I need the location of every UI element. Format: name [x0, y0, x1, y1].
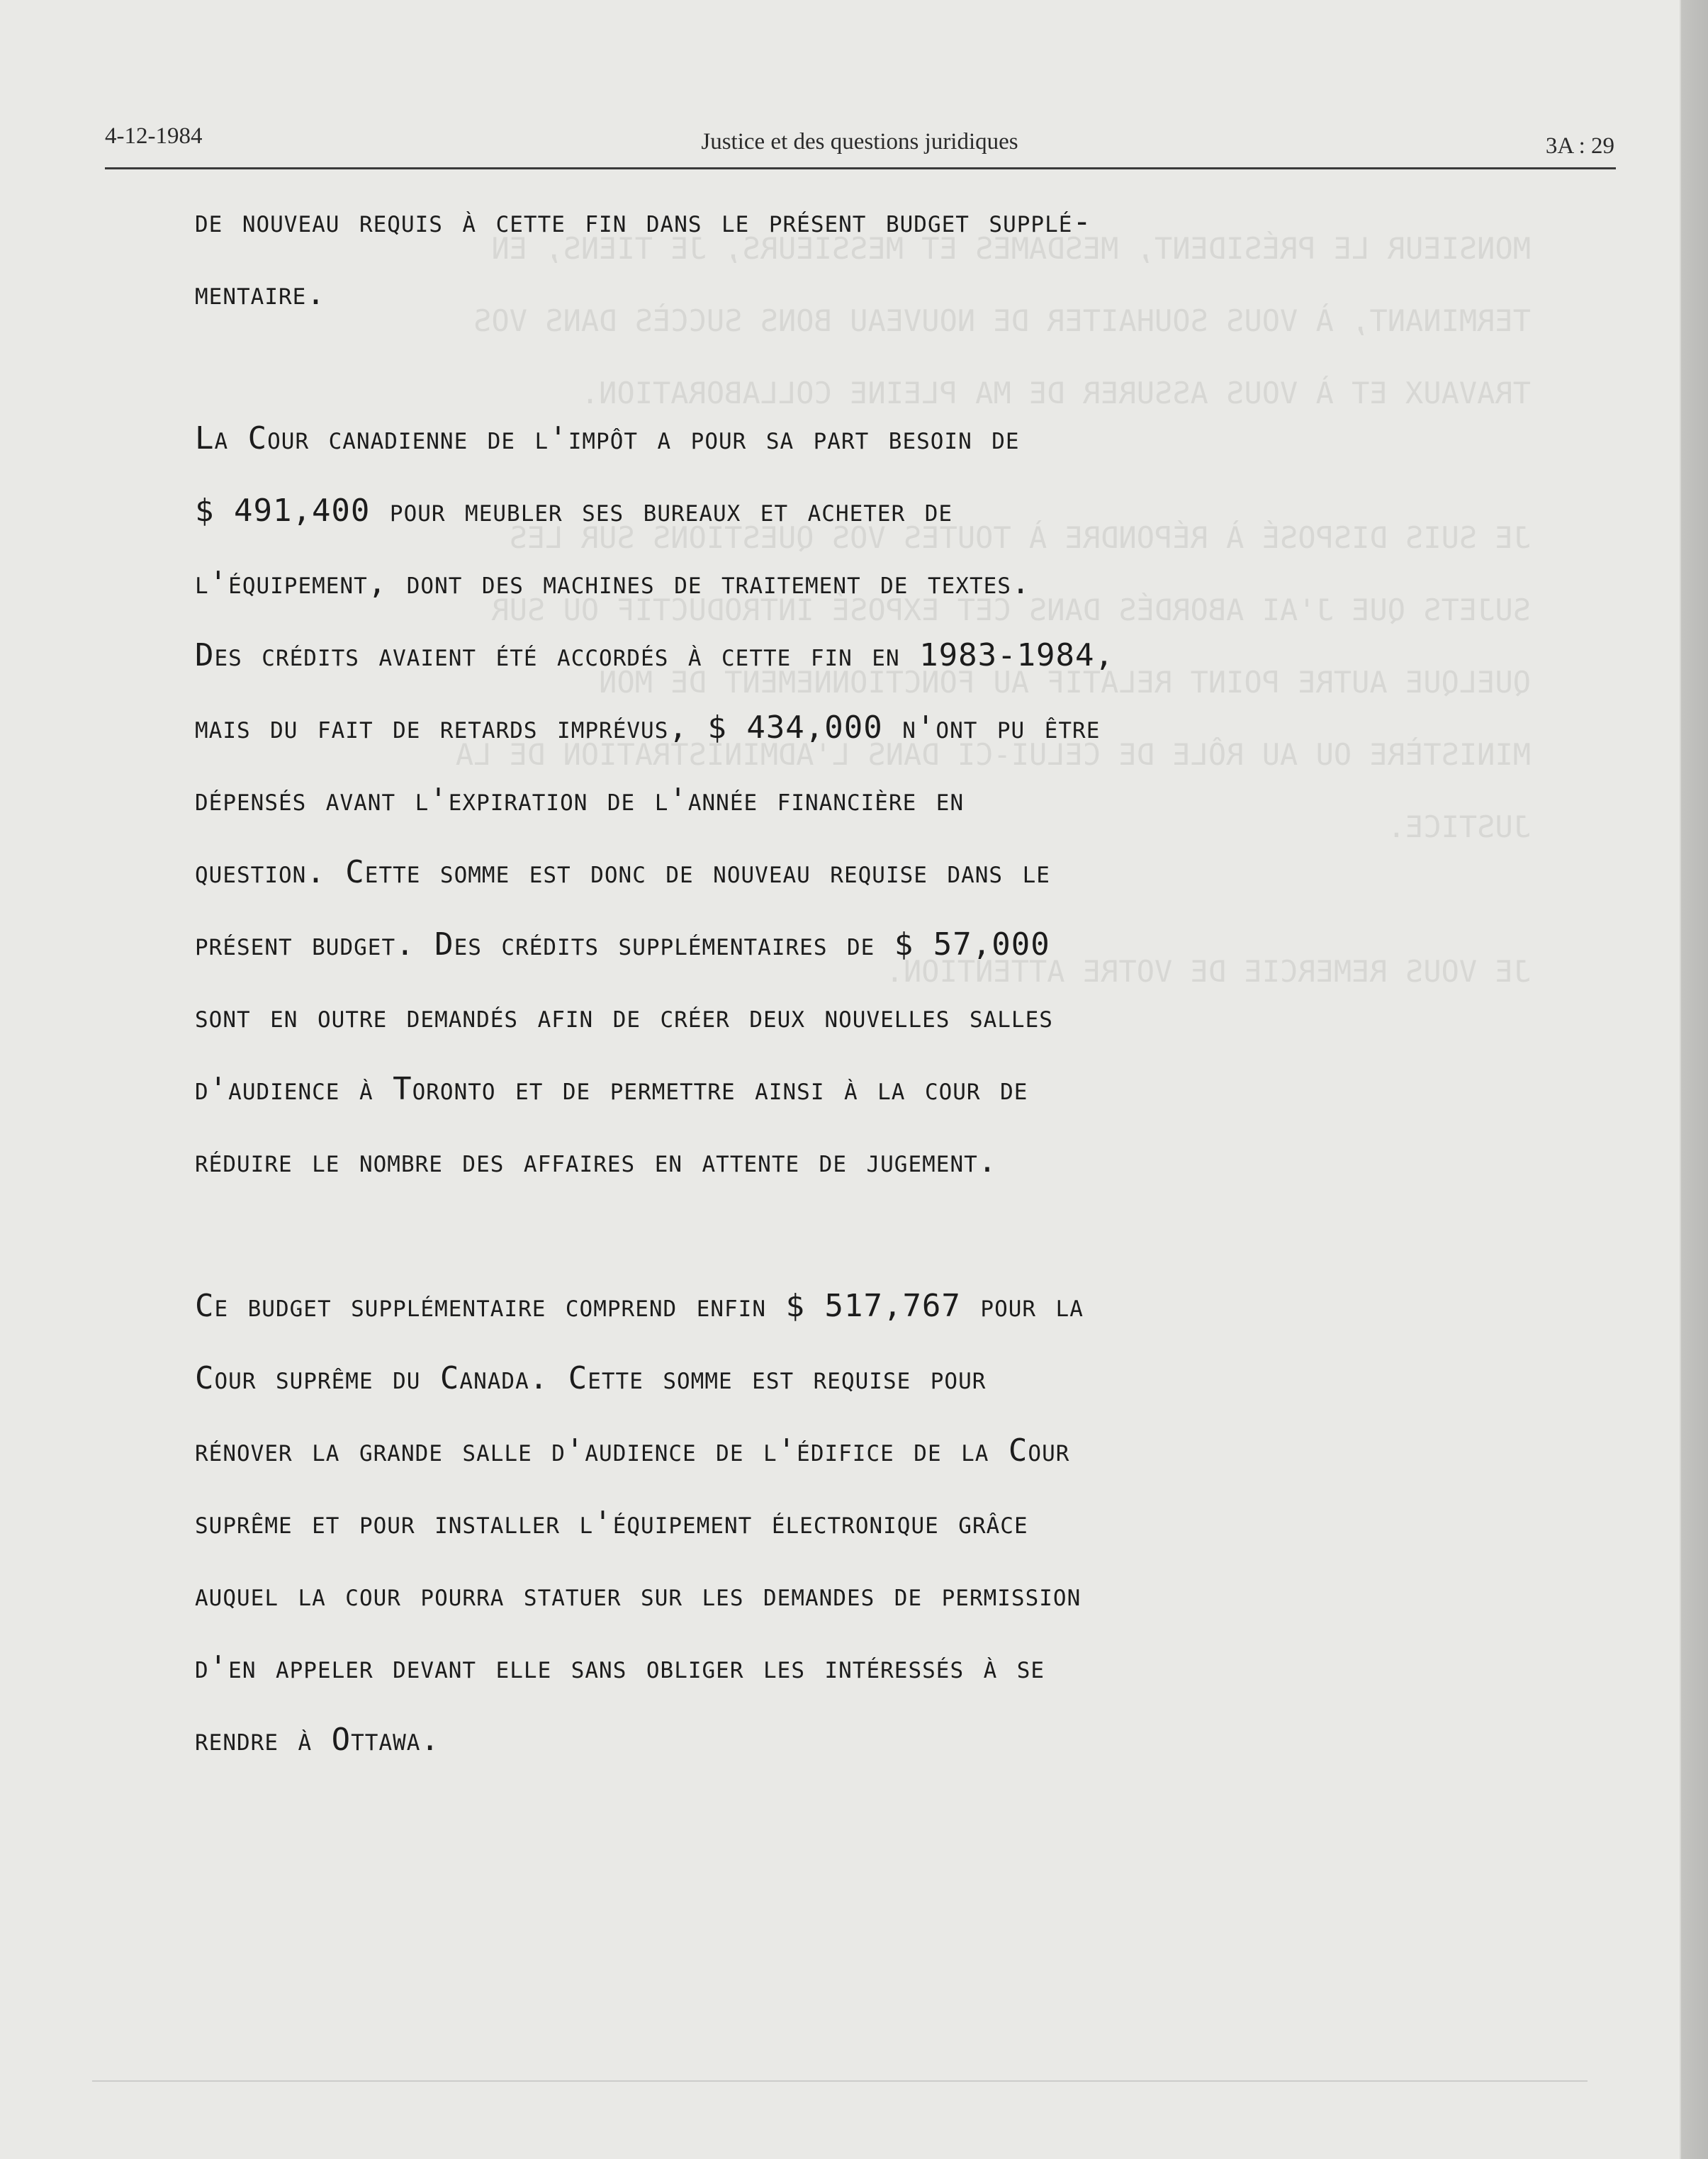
paragraph [195, 403, 1584, 1198]
text-line: d'en appeler devant elle sans obliger les intéressés à se [195, 1649, 1045, 1686]
text-line: Des crédits avaient été accordés à cette fin en 1983-1984, [195, 637, 1115, 673]
text-line: réduire le nombre des affaires en attente de jugement. [195, 1143, 998, 1179]
text-line: Ce budget supplémentaire comprend enfin $ 517,767 pour la [195, 1288, 1084, 1324]
scan-edge [1681, 0, 1708, 2159]
text-line: auquel la cour pourra statuer sur les demandes de permission [195, 1577, 1081, 1613]
text-line: dépensés avant l'expiration de l'année financière en [195, 782, 965, 818]
page-header [105, 120, 1614, 170]
text-line: rendre à Ottawa. [195, 1722, 440, 1758]
text-line: de nouveau requis à cette fin dans le présent budget supplé- [195, 203, 1092, 240]
text-line: rénover la grande salle d'audience de l'édifice de la Cour [195, 1432, 1070, 1469]
text-line: l'équipement, dont des machines de traitement de textes. [195, 565, 1031, 601]
text-line: $ 491,400 pour meubler ses bureaux et acheter de [195, 493, 953, 529]
paragraph [195, 186, 1584, 330]
document-body [195, 186, 1584, 1776]
bottom-rule [92, 2080, 1588, 2082]
text-line: Cour suprême du Canada. Cette somme est requise pour [195, 1360, 987, 1396]
header-title: Justice et des questions juridiques [701, 129, 1018, 155]
paragraph-gap [195, 1198, 1584, 1270]
text-line: présent budget. Des crédits supplémentaires de $ 57,000 [195, 926, 1050, 963]
paragraph-gap [195, 330, 1584, 403]
paragraph [195, 1270, 1584, 1776]
header-rule [105, 167, 1616, 169]
text-line: mentaire. [195, 276, 326, 312]
text-line: d'audience à Toronto et de permettre ainsi à la cour de [195, 1071, 1028, 1107]
text-line: La Cour canadienne de l'impôt a pour sa part besoin de [195, 420, 1020, 456]
header-date: 4-12-1984 [105, 123, 203, 149]
text-line: question. Cette somme est donc de nouveau requise dans le [195, 854, 1050, 890]
text-line: mais du fait de retards imprévus, $ 434,000 n'ont pu être [195, 710, 1101, 746]
text-line: suprême et pour installer l'équipement électronique grâce [195, 1505, 1028, 1541]
bleed-through-text: MONSIEUR LE PRÉSIDENT, MESDAMES ET MESSIEURS, JE TIENS, EN TERMINANT, À VOUS SOUHAITER DE NOUVEAU BONS SUCCÈS DANS VOS TRAVAUX ET À VOUS ASSURER DE MA PLEINE COLLABORATION. JE SUIS DISPOSÉ À RÉPONDRE À TOUTES VOS QUESTIONS SUR LES SUJETS QUE J'AI ABORDÉS DANS CET EXPOSÉ INTRODUCTIF OU SUR QUELQUE AUTRE POINT RELATIF AU FONCTIONNEMENT DE MON MINISTÈRE OU AU RÔLE DE CELUI-CI DANS L'ADMINISTRATION DE LA JUSTICE. JE VOUS REMERCIE DE VOTRE ATTENTION. [455, 231, 1531, 989]
text-line: sont en outre demandés afin de créer deux nouvelles salles [195, 999, 1053, 1035]
header-page-number: 3A : 29 [1545, 133, 1614, 159]
